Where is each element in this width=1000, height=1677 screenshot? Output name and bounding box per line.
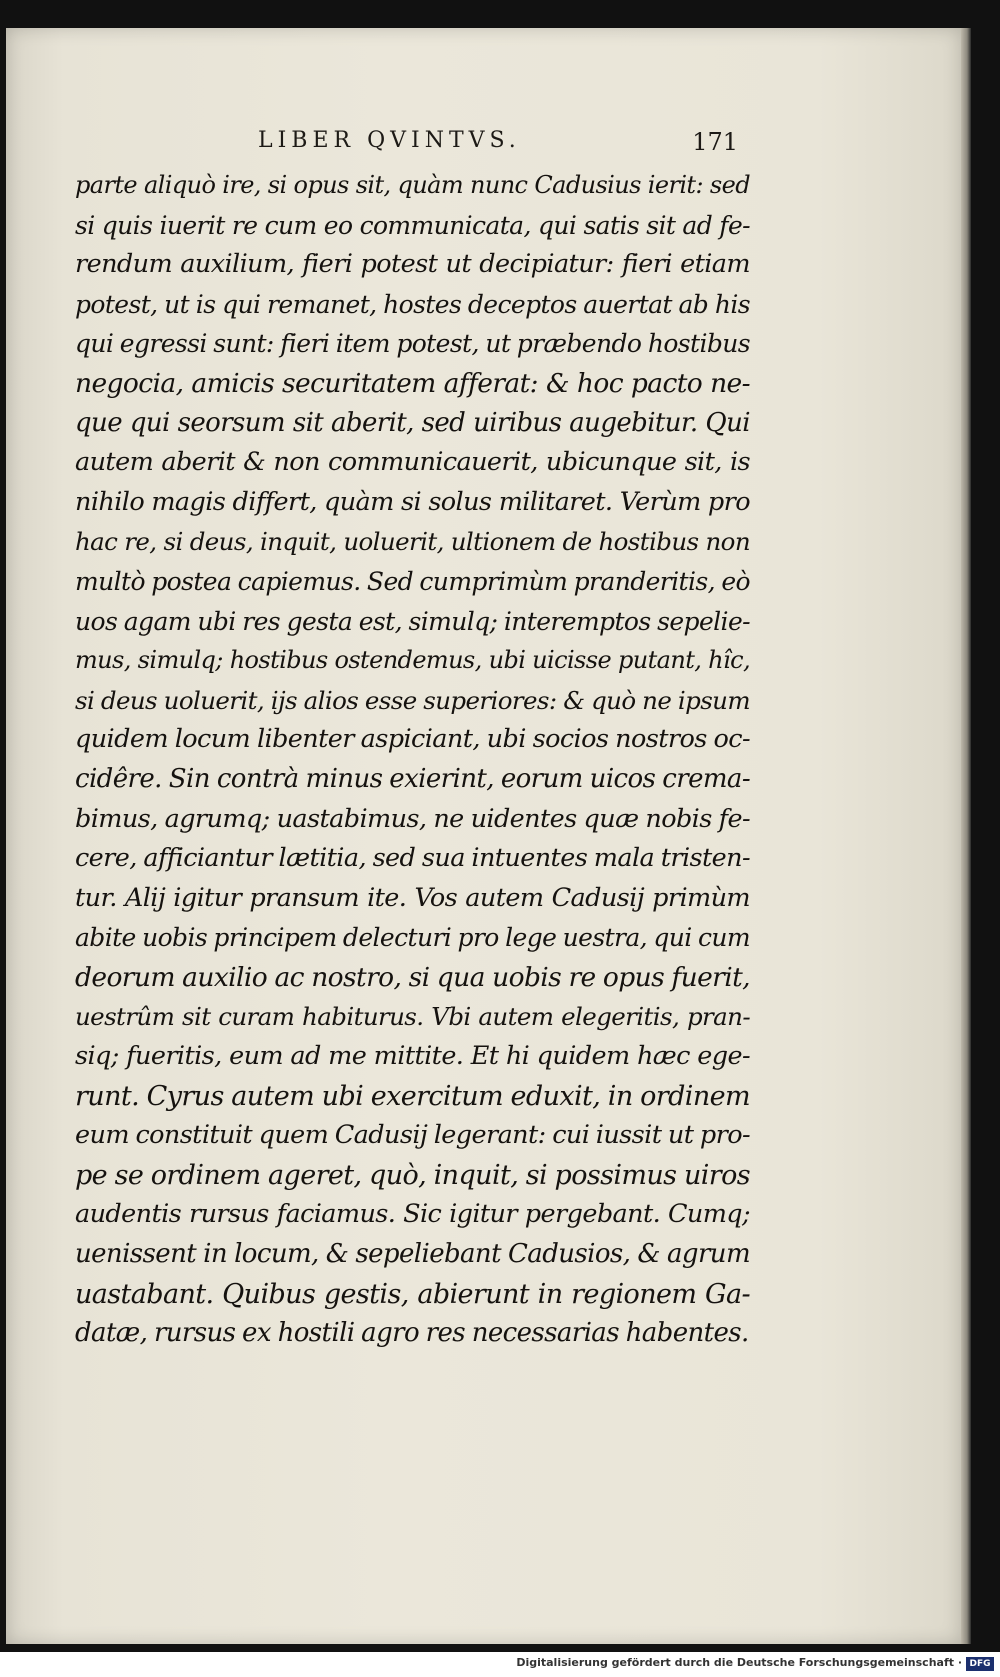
text-line: pe se ordinem ageret, quò, inquit, si possimus uiros <box>75 1159 750 1191</box>
text-line: siq; fueritis, eum ad me mittite. Et hi quidem hæc ege- <box>75 1041 750 1072</box>
text-line: potest, ut is qui remanet, hostes deceptos auertat ab his <box>75 289 750 319</box>
text-line: deorum auxilio ac nostro, si qua uobis re opus fuerit, <box>75 961 750 993</box>
paper-page <box>6 28 961 1644</box>
page-edge-shadow <box>961 28 971 1644</box>
text-line: nihilo magis differt, quàm si solus militaret. Verùm pro <box>75 486 750 517</box>
text-line: que qui seorsum sit aberit, sed uiribus augebitur. Qui <box>75 407 750 438</box>
text-line: rendum auxilium, fieri potest ut decipiatur: fieri etiam <box>75 249 750 280</box>
dfg-logo: DFG <box>966 1657 994 1671</box>
text-line: eum constituit quem Cadusij legerant: cui iussit ut pro- <box>75 1120 750 1151</box>
text-line: datæ, rursus ex hostili agro res necessarias habentes. <box>75 1318 749 1349</box>
text-line: uastabant. Quibus gestis, abierunt in regionem Ga- <box>75 1278 750 1310</box>
text-line: audentis rursus faciamus. Sic igitur pergebant. Cumq; <box>75 1199 750 1230</box>
text-line: tur. Alij igitur pransum ite. Vos autem Cadusij primùm <box>75 882 750 913</box>
text-line: bimus, agrumq; uastabimus, ne uidentes quæ nobis fe- <box>75 803 750 834</box>
text-line: cere, afficiantur lætitia, sed sua intuentes mala tristen- <box>75 843 750 874</box>
body-text <box>75 166 750 1354</box>
text-line: abite uobis principem delecturi pro lege uestra, qui cum <box>75 923 751 953</box>
running-title: LIBER QVINTVS. <box>258 128 521 153</box>
text-line: si deus uoluerit, ijs alios esse superiores: & quò ne ipsum <box>75 685 750 715</box>
text-line: parte aliquò ire, si opus sit, quàm nunc Cadusius ierit: sed <box>75 171 750 199</box>
text-line: quidem locum libenter aspiciant, ubi socios nostros oc- <box>75 724 750 755</box>
running-head <box>76 128 736 160</box>
text-line: mus, simulq; hostibus ostendemus, ubi uicisse putant, hîc, <box>75 646 750 675</box>
text-line: si quis iuerit re cum eo communicata, qui satis sit ad fe- <box>75 210 750 240</box>
digitization-footer <box>0 1652 1000 1677</box>
funding-credit: Digitalisierung gefördert durch die Deutsche Forschungsgemeinschaft · <box>516 1656 962 1669</box>
text-line: qui egressi sunt: fieri item potest, ut præbendo hostibus <box>75 329 750 359</box>
page-number: 171 <box>692 128 738 156</box>
text-line: negocia, amicis securitatem afferat: & hoc pacto ne- <box>75 367 750 399</box>
text-line: uenissent in locum, & sepeliebant Cadusios, & agrum <box>75 1239 750 1270</box>
text-line: cidêre. Sin contrà minus exierint, eorum uicos crema- <box>75 763 750 794</box>
text-line: hac re, si deus, inquit, uoluerit, ultionem de hostibus non <box>75 527 750 557</box>
text-line: uestrûm sit curam habiturus. Vbi autem elegeritis, pran- <box>75 1002 750 1032</box>
text-line: autem aberit & non communicauerit, ubicunque sit, is <box>75 447 750 478</box>
text-line: uos agam ubi res gesta est, simulq; interemptos sepelie- <box>75 606 750 636</box>
text-line: multò postea capiemus. Sed cumprimùm pranderitis, eò <box>75 566 750 596</box>
text-line: runt. Cyrus autem ubi exercitum eduxit, in ordinem <box>75 1080 750 1112</box>
